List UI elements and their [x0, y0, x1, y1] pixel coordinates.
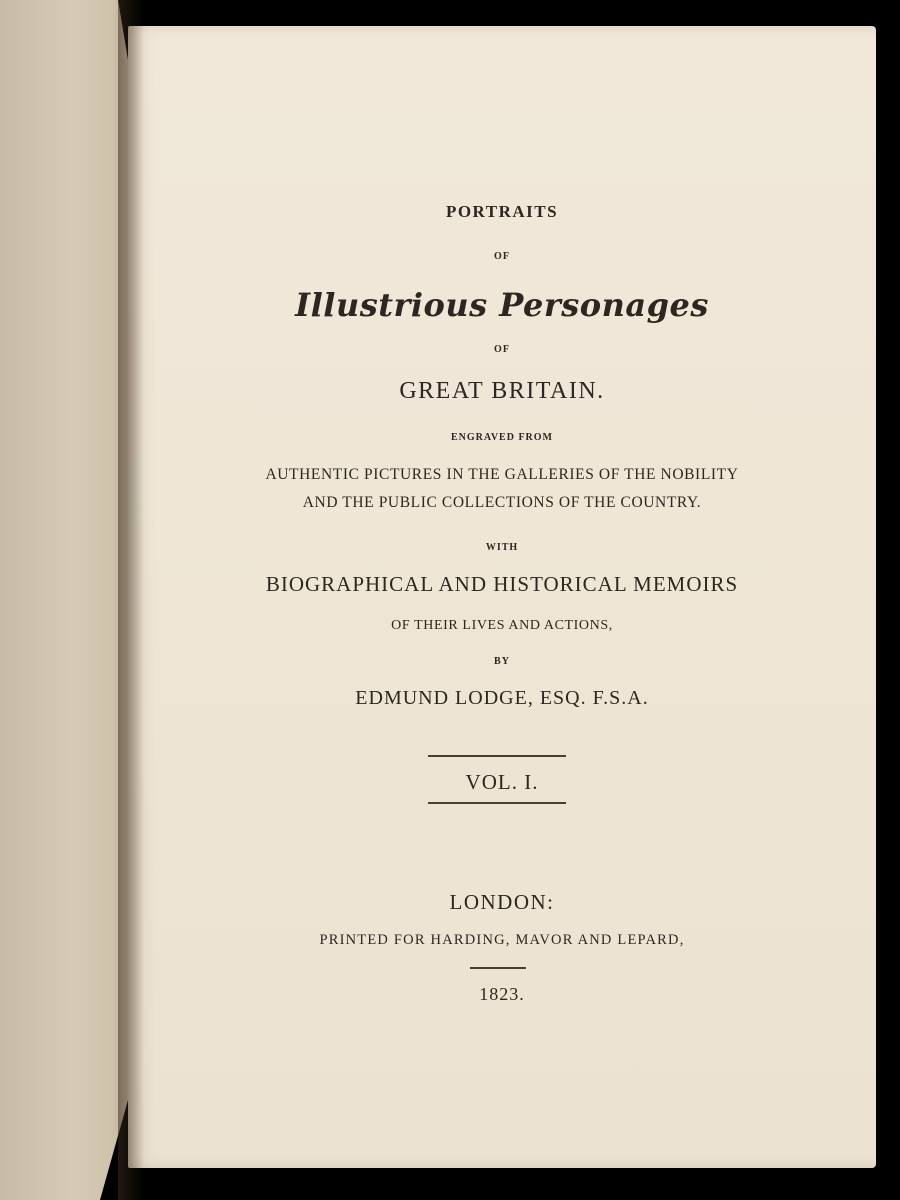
connector-of-2: OF — [494, 344, 510, 355]
subtitle-engraved-from: ENGRAVED FROM — [451, 432, 553, 443]
connector-by: BY — [494, 656, 510, 667]
imprint-place: LONDON: — [449, 890, 555, 914]
rule-below-volume — [428, 802, 566, 804]
facing-page — [0, 0, 132, 1200]
connector-of-1: OF — [494, 251, 510, 262]
imprint-publisher: PRINTED FOR HARDING, MAVOR AND LEPARD, — [319, 932, 685, 948]
subtitle-public-collections: AND THE PUBLIC COLLECTIONS OF THE COUNTRY. — [302, 494, 702, 511]
connector-with: WITH — [485, 542, 519, 553]
subtitle-memoirs: BIOGRAPHICAL AND HISTORICAL MEMOIRS — [265, 572, 739, 596]
volume-number: VOL. I. — [465, 770, 539, 794]
rule-above-year — [470, 967, 526, 969]
subtitle-lives-actions: OF THEIR LIVES AND ACTIONS, — [391, 618, 613, 633]
title-portraits: PORTRAITS — [445, 202, 559, 221]
author-name: EDMUND LODGE, ESQ. F.S.A. — [355, 687, 649, 709]
rule-above-volume — [428, 755, 566, 757]
title-page — [128, 26, 876, 1168]
title-great-britain: GREAT BRITAIN. — [399, 378, 605, 404]
title-illustrious-personages: Illustrious Personages — [295, 286, 709, 324]
imprint-year: 1823. — [479, 984, 525, 1004]
subtitle-authentic-pictures: AUTHENTIC PICTURES IN THE GALLERIES OF THE NOBILITY — [265, 466, 739, 483]
